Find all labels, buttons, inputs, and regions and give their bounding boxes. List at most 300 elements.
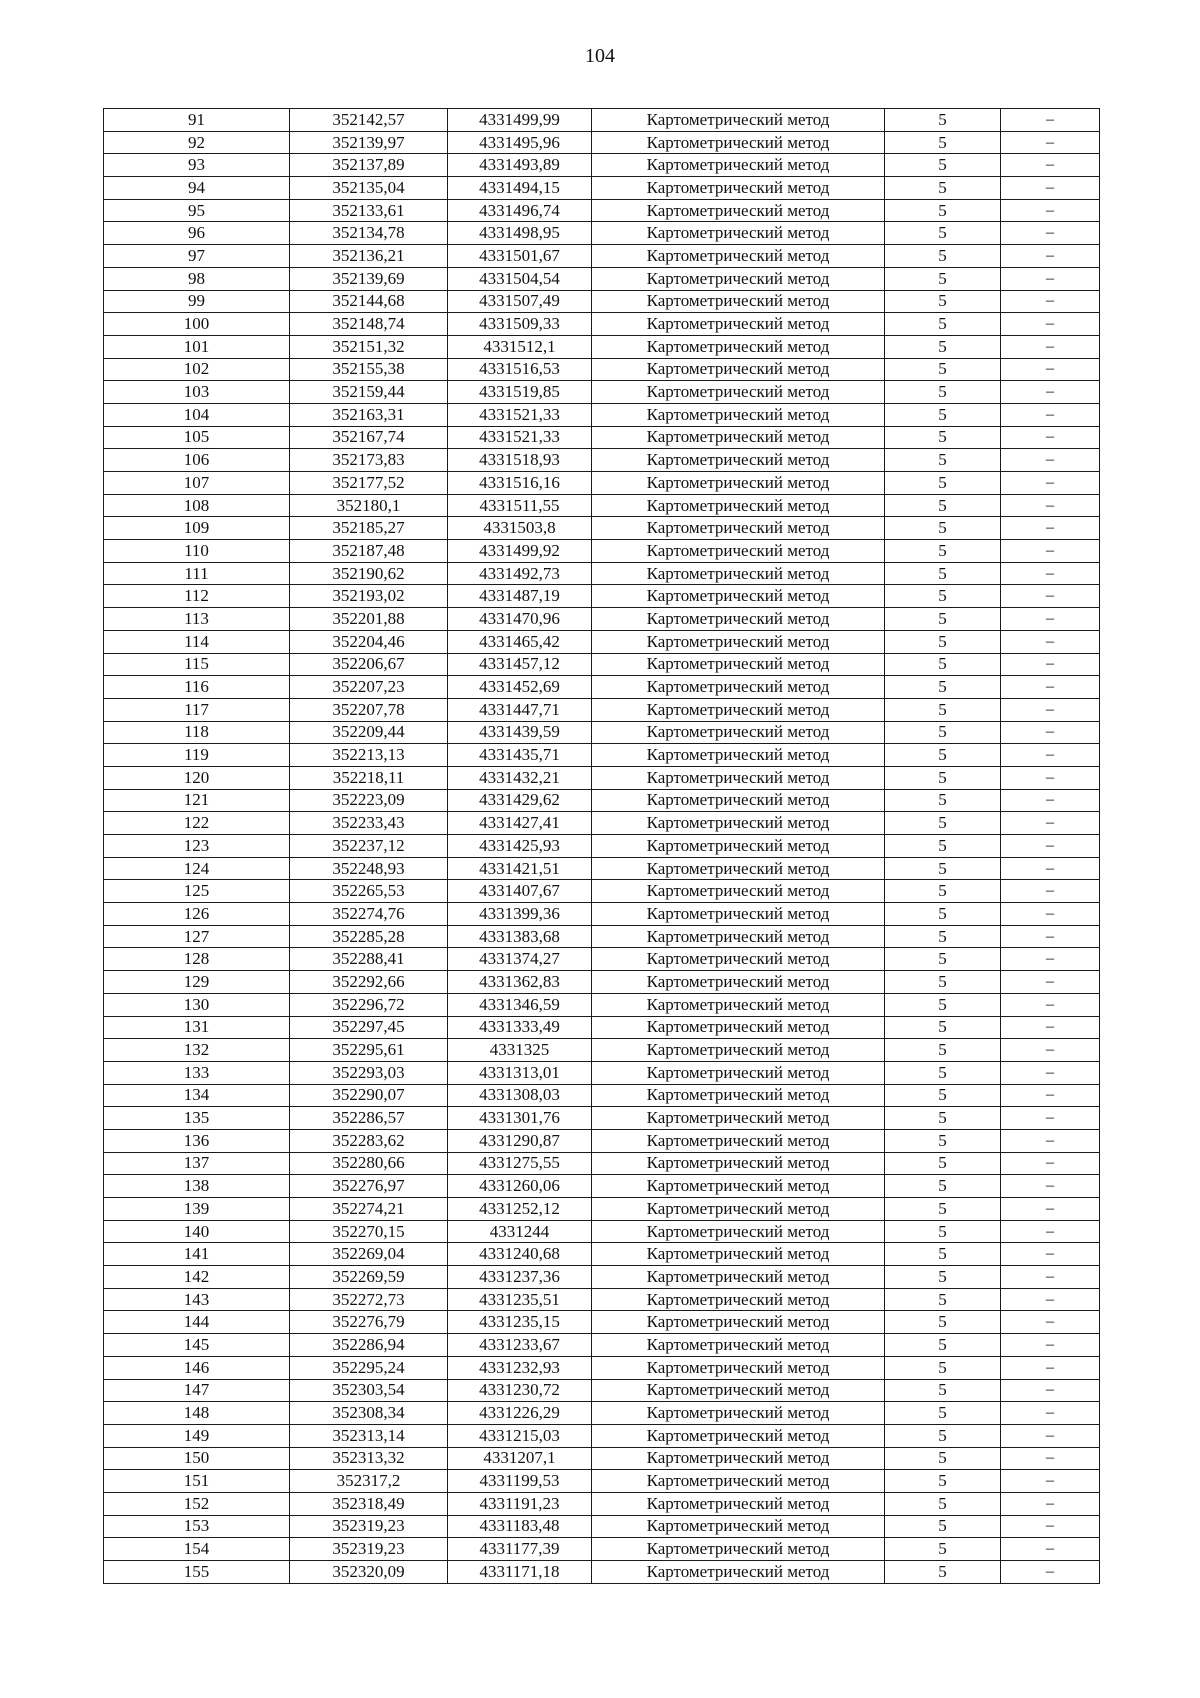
accuracy-cell: 5 <box>885 1447 1001 1470</box>
table-row <box>104 653 1100 676</box>
method-cell: Картометрический метод <box>592 290 885 313</box>
point-number-cell: 142 <box>104 1266 290 1289</box>
note-cell: – <box>1001 835 1100 858</box>
method-cell: Картометрический метод <box>592 1152 885 1175</box>
accuracy-cell: 5 <box>885 608 1001 631</box>
note-cell: – <box>1001 313 1100 336</box>
accuracy-cell: 5 <box>885 449 1001 472</box>
note-cell: – <box>1001 1243 1100 1266</box>
table-row <box>104 903 1100 926</box>
point-number-cell: 97 <box>104 245 290 268</box>
note-cell: – <box>1001 1538 1100 1561</box>
x-coordinate-cell: 352218,11 <box>290 766 448 789</box>
note-cell: – <box>1001 1334 1100 1357</box>
note-cell: – <box>1001 267 1100 290</box>
point-number-cell: 110 <box>104 540 290 563</box>
note-cell: – <box>1001 653 1100 676</box>
y-coordinate-cell: 4331447,71 <box>448 698 592 721</box>
y-coordinate-cell: 4331232,93 <box>448 1356 592 1379</box>
accuracy-cell: 5 <box>885 1175 1001 1198</box>
accuracy-cell: 5 <box>885 585 1001 608</box>
y-coordinate-cell: 4331504,54 <box>448 267 592 290</box>
table-row <box>104 971 1100 994</box>
x-coordinate-cell: 352223,09 <box>290 789 448 812</box>
method-cell: Картометрический метод <box>592 880 885 903</box>
y-coordinate-cell: 4331333,49 <box>448 1016 592 1039</box>
accuracy-cell: 5 <box>885 1561 1001 1584</box>
method-cell: Картометрический метод <box>592 1129 885 1152</box>
x-coordinate-cell: 352285,28 <box>290 925 448 948</box>
note-cell: – <box>1001 517 1100 540</box>
method-cell: Картометрический метод <box>592 1470 885 1493</box>
point-number-cell: 117 <box>104 698 290 721</box>
method-cell: Картометрический метод <box>592 1379 885 1402</box>
point-number-cell: 121 <box>104 789 290 812</box>
y-coordinate-cell: 4331498,95 <box>448 222 592 245</box>
table-row <box>104 1515 1100 1538</box>
x-coordinate-cell: 352274,21 <box>290 1198 448 1221</box>
table-row <box>104 1129 1100 1152</box>
x-coordinate-cell: 352155,38 <box>290 358 448 381</box>
method-cell: Картометрический метод <box>592 222 885 245</box>
point-number-cell: 155 <box>104 1561 290 1584</box>
x-coordinate-cell: 352167,74 <box>290 426 448 449</box>
point-number-cell: 152 <box>104 1492 290 1515</box>
note-cell: – <box>1001 1107 1100 1130</box>
x-coordinate-cell: 352139,69 <box>290 267 448 290</box>
note-cell: – <box>1001 676 1100 699</box>
x-coordinate-cell: 352319,23 <box>290 1515 448 1538</box>
point-number-cell: 99 <box>104 290 290 313</box>
method-cell: Картометрический метод <box>592 698 885 721</box>
point-number-cell: 112 <box>104 585 290 608</box>
note-cell: – <box>1001 472 1100 495</box>
x-coordinate-cell: 352313,32 <box>290 1447 448 1470</box>
x-coordinate-cell: 352248,93 <box>290 857 448 880</box>
note-cell: – <box>1001 812 1100 835</box>
y-coordinate-cell: 4331207,1 <box>448 1447 592 1470</box>
method-cell: Картометрический метод <box>592 472 885 495</box>
y-coordinate-cell: 4331407,67 <box>448 880 592 903</box>
method-cell: Картометрический метод <box>592 1561 885 1584</box>
point-number-cell: 133 <box>104 1061 290 1084</box>
x-coordinate-cell: 352286,94 <box>290 1334 448 1357</box>
y-coordinate-cell: 4331425,93 <box>448 835 592 858</box>
point-number-cell: 91 <box>104 109 290 132</box>
y-coordinate-cell: 4331240,68 <box>448 1243 592 1266</box>
note-cell: – <box>1001 154 1100 177</box>
method-cell: Картометрический метод <box>592 971 885 994</box>
x-coordinate-cell: 352237,12 <box>290 835 448 858</box>
method-cell: Картометрический метод <box>592 721 885 744</box>
y-coordinate-cell: 4331496,74 <box>448 199 592 222</box>
y-coordinate-cell: 4331260,06 <box>448 1175 592 1198</box>
point-number-cell: 98 <box>104 267 290 290</box>
note-cell: – <box>1001 1152 1100 1175</box>
y-coordinate-cell: 4331499,99 <box>448 109 592 132</box>
point-number-cell: 129 <box>104 971 290 994</box>
method-cell: Картометрический метод <box>592 1175 885 1198</box>
point-number-cell: 141 <box>104 1243 290 1266</box>
x-coordinate-cell: 352209,44 <box>290 721 448 744</box>
table-row <box>104 1447 1100 1470</box>
method-cell: Картометрический метод <box>592 1243 885 1266</box>
note-cell: – <box>1001 1561 1100 1584</box>
accuracy-cell: 5 <box>885 199 1001 222</box>
table-row <box>104 925 1100 948</box>
x-coordinate-cell: 352292,66 <box>290 971 448 994</box>
y-coordinate-cell: 4331501,67 <box>448 245 592 268</box>
method-cell: Картометрический метод <box>592 540 885 563</box>
point-number-cell: 127 <box>104 925 290 948</box>
y-coordinate-cell: 4331237,36 <box>448 1266 592 1289</box>
accuracy-cell: 5 <box>885 812 1001 835</box>
point-number-cell: 109 <box>104 517 290 540</box>
table-row <box>104 245 1100 268</box>
x-coordinate-cell: 352303,54 <box>290 1379 448 1402</box>
point-number-cell: 131 <box>104 1016 290 1039</box>
accuracy-cell: 5 <box>885 1220 1001 1243</box>
point-number-cell: 139 <box>104 1198 290 1221</box>
table-row <box>104 835 1100 858</box>
y-coordinate-cell: 4331429,62 <box>448 789 592 812</box>
x-coordinate-cell: 352283,62 <box>290 1129 448 1152</box>
note-cell: – <box>1001 1379 1100 1402</box>
note-cell: – <box>1001 540 1100 563</box>
note-cell: – <box>1001 109 1100 132</box>
x-coordinate-cell: 352296,72 <box>290 993 448 1016</box>
table-row <box>104 1492 1100 1515</box>
note-cell: – <box>1001 721 1100 744</box>
method-cell: Картометрический метод <box>592 608 885 631</box>
point-number-cell: 149 <box>104 1424 290 1447</box>
accuracy-cell: 5 <box>885 381 1001 404</box>
y-coordinate-cell: 4331487,19 <box>448 585 592 608</box>
method-cell: Картометрический метод <box>592 494 885 517</box>
table-row <box>104 948 1100 971</box>
accuracy-cell: 5 <box>885 1266 1001 1289</box>
accuracy-cell: 5 <box>885 1492 1001 1515</box>
accuracy-cell: 5 <box>885 948 1001 971</box>
accuracy-cell: 5 <box>885 835 1001 858</box>
note-cell: – <box>1001 585 1100 608</box>
y-coordinate-cell: 4331509,33 <box>448 313 592 336</box>
point-number-cell: 101 <box>104 335 290 358</box>
accuracy-cell: 5 <box>885 313 1001 336</box>
method-cell: Картометрический метод <box>592 630 885 653</box>
x-coordinate-cell: 352185,27 <box>290 517 448 540</box>
note-cell: – <box>1001 177 1100 200</box>
table-row <box>104 766 1100 789</box>
method-cell: Картометрический метод <box>592 1220 885 1243</box>
y-coordinate-cell: 4331199,53 <box>448 1470 592 1493</box>
table-row <box>104 1061 1100 1084</box>
y-coordinate-cell: 4331516,53 <box>448 358 592 381</box>
y-coordinate-cell: 4331503,8 <box>448 517 592 540</box>
accuracy-cell: 5 <box>885 721 1001 744</box>
note-cell: – <box>1001 608 1100 631</box>
table-row <box>104 1538 1100 1561</box>
y-coordinate-cell: 4331275,55 <box>448 1152 592 1175</box>
table-row <box>104 1424 1100 1447</box>
page-number: 104 <box>585 45 615 67</box>
x-coordinate-cell: 352308,34 <box>290 1402 448 1425</box>
note-cell: – <box>1001 903 1100 926</box>
method-cell: Картометрический метод <box>592 199 885 222</box>
accuracy-cell: 5 <box>885 222 1001 245</box>
x-coordinate-cell: 352204,46 <box>290 630 448 653</box>
point-number-cell: 92 <box>104 131 290 154</box>
method-cell: Картометрический метод <box>592 857 885 880</box>
table-row <box>104 290 1100 313</box>
point-number-cell: 147 <box>104 1379 290 1402</box>
point-number-cell: 114 <box>104 630 290 653</box>
note-cell: – <box>1001 766 1100 789</box>
method-cell: Картометрический метод <box>592 131 885 154</box>
method-cell: Картометрический метод <box>592 653 885 676</box>
table-row <box>104 540 1100 563</box>
table-row <box>104 1288 1100 1311</box>
method-cell: Картометрический метод <box>592 925 885 948</box>
method-cell: Картометрический метод <box>592 766 885 789</box>
table-row <box>104 698 1100 721</box>
point-number-cell: 106 <box>104 449 290 472</box>
accuracy-cell: 5 <box>885 1016 1001 1039</box>
note-cell: – <box>1001 245 1100 268</box>
method-cell: Картометрический метод <box>592 1266 885 1289</box>
table-row <box>104 494 1100 517</box>
x-coordinate-cell: 352269,59 <box>290 1266 448 1289</box>
method-cell: Картометрический метод <box>592 177 885 200</box>
accuracy-cell: 5 <box>885 131 1001 154</box>
y-coordinate-cell: 4331244 <box>448 1220 592 1243</box>
method-cell: Картометрический метод <box>592 1084 885 1107</box>
y-coordinate-cell: 4331313,01 <box>448 1061 592 1084</box>
table-row <box>104 676 1100 699</box>
note-cell: – <box>1001 335 1100 358</box>
y-coordinate-cell: 4331518,93 <box>448 449 592 472</box>
note-cell: – <box>1001 494 1100 517</box>
x-coordinate-cell: 352159,44 <box>290 381 448 404</box>
point-number-cell: 119 <box>104 744 290 767</box>
table-row <box>104 1198 1100 1221</box>
point-number-cell: 120 <box>104 766 290 789</box>
accuracy-cell: 5 <box>885 676 1001 699</box>
point-number-cell: 136 <box>104 1129 290 1152</box>
y-coordinate-cell: 4331521,33 <box>448 426 592 449</box>
table-row <box>104 1266 1100 1289</box>
y-coordinate-cell: 4331191,23 <box>448 1492 592 1515</box>
note-cell: – <box>1001 1402 1100 1425</box>
y-coordinate-cell: 4331492,73 <box>448 562 592 585</box>
method-cell: Картометрический метод <box>592 903 885 926</box>
y-coordinate-cell: 4331374,27 <box>448 948 592 971</box>
note-cell: – <box>1001 131 1100 154</box>
accuracy-cell: 5 <box>885 1061 1001 1084</box>
accuracy-cell: 5 <box>885 1198 1001 1221</box>
point-number-cell: 132 <box>104 1039 290 1062</box>
table-row <box>104 993 1100 1016</box>
method-cell: Картометрический метод <box>592 335 885 358</box>
y-coordinate-cell: 4331470,96 <box>448 608 592 631</box>
accuracy-cell: 5 <box>885 1538 1001 1561</box>
point-number-cell: 103 <box>104 381 290 404</box>
accuracy-cell: 5 <box>885 1288 1001 1311</box>
x-coordinate-cell: 352295,61 <box>290 1039 448 1062</box>
accuracy-cell: 5 <box>885 789 1001 812</box>
x-coordinate-cell: 352293,03 <box>290 1061 448 1084</box>
x-coordinate-cell: 352190,62 <box>290 562 448 585</box>
table-row <box>104 472 1100 495</box>
x-coordinate-cell: 352274,76 <box>290 903 448 926</box>
accuracy-cell: 5 <box>885 744 1001 767</box>
table-row <box>104 154 1100 177</box>
point-number-cell: 100 <box>104 313 290 336</box>
note-cell: – <box>1001 381 1100 404</box>
method-cell: Картометрический метод <box>592 1538 885 1561</box>
table-row <box>104 1402 1100 1425</box>
table-row <box>104 630 1100 653</box>
accuracy-cell: 5 <box>885 880 1001 903</box>
y-coordinate-cell: 4331427,41 <box>448 812 592 835</box>
note-cell: – <box>1001 1016 1100 1039</box>
y-coordinate-cell: 4331432,21 <box>448 766 592 789</box>
table-row <box>104 562 1100 585</box>
y-coordinate-cell: 4331493,89 <box>448 154 592 177</box>
accuracy-cell: 5 <box>885 653 1001 676</box>
note-cell: – <box>1001 1039 1100 1062</box>
accuracy-cell: 5 <box>885 403 1001 426</box>
point-number-cell: 126 <box>104 903 290 926</box>
accuracy-cell: 5 <box>885 1243 1001 1266</box>
y-coordinate-cell: 4331362,83 <box>448 971 592 994</box>
note-cell: – <box>1001 449 1100 472</box>
y-coordinate-cell: 4331521,33 <box>448 403 592 426</box>
y-coordinate-cell: 4331177,39 <box>448 1538 592 1561</box>
y-coordinate-cell: 4331512,1 <box>448 335 592 358</box>
x-coordinate-cell: 352295,24 <box>290 1356 448 1379</box>
y-coordinate-cell: 4331325 <box>448 1039 592 1062</box>
accuracy-cell: 5 <box>885 1107 1001 1130</box>
x-coordinate-cell: 352144,68 <box>290 290 448 313</box>
table-row <box>104 1220 1100 1243</box>
note-cell: – <box>1001 426 1100 449</box>
method-cell: Картометрический метод <box>592 835 885 858</box>
x-coordinate-cell: 352163,31 <box>290 403 448 426</box>
accuracy-cell: 5 <box>885 630 1001 653</box>
note-cell: – <box>1001 1288 1100 1311</box>
x-coordinate-cell: 352290,07 <box>290 1084 448 1107</box>
table-row <box>104 721 1100 744</box>
x-coordinate-cell: 352269,04 <box>290 1243 448 1266</box>
coordinates-table-body <box>104 109 1100 1584</box>
x-coordinate-cell: 352318,49 <box>290 1492 448 1515</box>
x-coordinate-cell: 352280,66 <box>290 1152 448 1175</box>
method-cell: Картометрический метод <box>592 426 885 449</box>
x-coordinate-cell: 352319,23 <box>290 1538 448 1561</box>
y-coordinate-cell: 4331301,76 <box>448 1107 592 1130</box>
y-coordinate-cell: 4331308,03 <box>448 1084 592 1107</box>
accuracy-cell: 5 <box>885 154 1001 177</box>
method-cell: Картометрический метод <box>592 1061 885 1084</box>
x-coordinate-cell: 352134,78 <box>290 222 448 245</box>
x-coordinate-cell: 352320,09 <box>290 1561 448 1584</box>
point-number-cell: 145 <box>104 1334 290 1357</box>
method-cell: Картометрический метод <box>592 789 885 812</box>
method-cell: Картометрический метод <box>592 1198 885 1221</box>
x-coordinate-cell: 352135,04 <box>290 177 448 200</box>
y-coordinate-cell: 4331494,15 <box>448 177 592 200</box>
method-cell: Картометрический метод <box>592 1515 885 1538</box>
y-coordinate-cell: 4331495,96 <box>448 131 592 154</box>
note-cell: – <box>1001 562 1100 585</box>
point-number-cell: 96 <box>104 222 290 245</box>
note-cell: – <box>1001 1061 1100 1084</box>
note-cell: – <box>1001 1198 1100 1221</box>
y-coordinate-cell: 4331383,68 <box>448 925 592 948</box>
accuracy-cell: 5 <box>885 925 1001 948</box>
accuracy-cell: 5 <box>885 1424 1001 1447</box>
x-coordinate-cell: 352151,32 <box>290 335 448 358</box>
note-cell: – <box>1001 290 1100 313</box>
x-coordinate-cell: 352193,02 <box>290 585 448 608</box>
point-number-cell: 153 <box>104 1515 290 1538</box>
table-row <box>104 1356 1100 1379</box>
accuracy-cell: 5 <box>885 1379 1001 1402</box>
table-row <box>104 1561 1100 1584</box>
accuracy-cell: 5 <box>885 540 1001 563</box>
method-cell: Картометрический метод <box>592 1311 885 1334</box>
point-number-cell: 118 <box>104 721 290 744</box>
point-number-cell: 138 <box>104 1175 290 1198</box>
x-coordinate-cell: 352276,97 <box>290 1175 448 1198</box>
y-coordinate-cell: 4331511,55 <box>448 494 592 517</box>
table-row <box>104 358 1100 381</box>
y-coordinate-cell: 4331507,49 <box>448 290 592 313</box>
accuracy-cell: 5 <box>885 472 1001 495</box>
note-cell: – <box>1001 358 1100 381</box>
point-number-cell: 95 <box>104 199 290 222</box>
x-coordinate-cell: 352317,2 <box>290 1470 448 1493</box>
y-coordinate-cell: 4331457,12 <box>448 653 592 676</box>
table-row <box>104 381 1100 404</box>
coordinates-table <box>103 108 1100 1584</box>
y-coordinate-cell: 4331465,42 <box>448 630 592 653</box>
accuracy-cell: 5 <box>885 517 1001 540</box>
x-coordinate-cell: 352297,45 <box>290 1016 448 1039</box>
x-coordinate-cell: 352286,57 <box>290 1107 448 1130</box>
accuracy-cell: 5 <box>885 1129 1001 1152</box>
point-number-cell: 105 <box>104 426 290 449</box>
accuracy-cell: 5 <box>885 335 1001 358</box>
note-cell: – <box>1001 403 1100 426</box>
x-coordinate-cell: 352137,89 <box>290 154 448 177</box>
point-number-cell: 116 <box>104 676 290 699</box>
y-coordinate-cell: 4331290,87 <box>448 1129 592 1152</box>
note-cell: – <box>1001 1220 1100 1243</box>
accuracy-cell: 5 <box>885 267 1001 290</box>
method-cell: Картометрический метод <box>592 154 885 177</box>
method-cell: Картометрический метод <box>592 1356 885 1379</box>
accuracy-cell: 5 <box>885 109 1001 132</box>
method-cell: Картометрический метод <box>592 1016 885 1039</box>
note-cell: – <box>1001 630 1100 653</box>
note-cell: – <box>1001 1175 1100 1198</box>
point-number-cell: 124 <box>104 857 290 880</box>
note-cell: – <box>1001 971 1100 994</box>
point-number-cell: 104 <box>104 403 290 426</box>
note-cell: – <box>1001 857 1100 880</box>
